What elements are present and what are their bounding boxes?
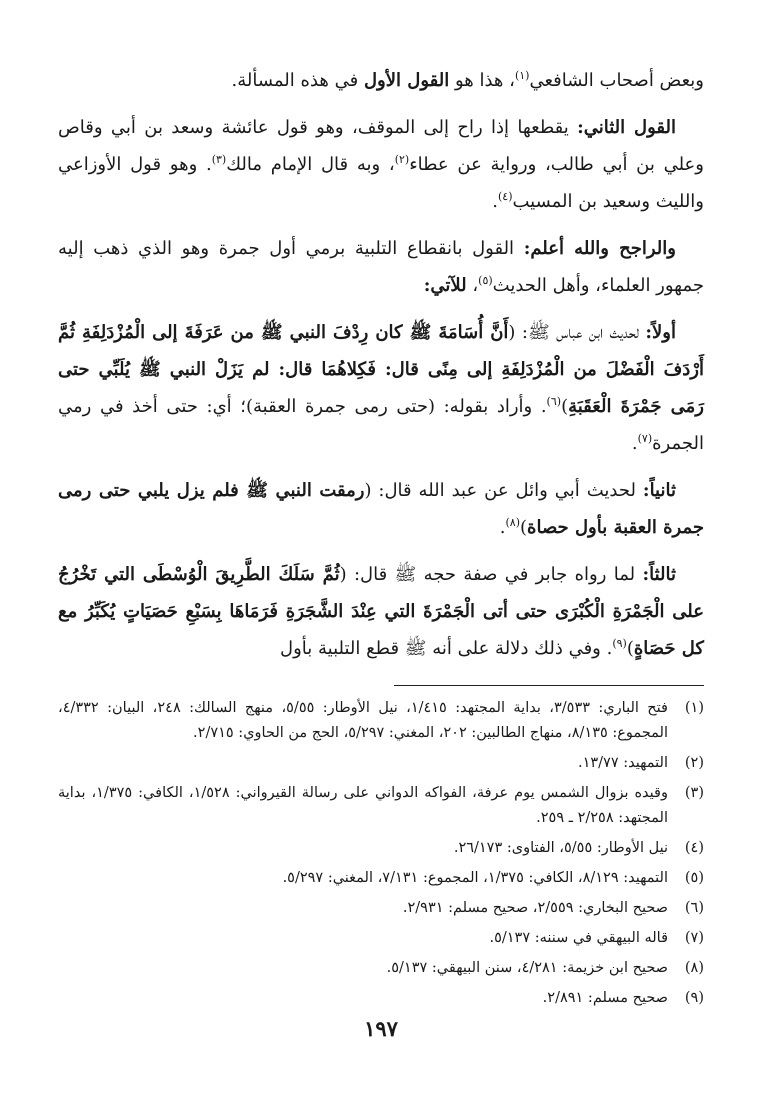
footnote-number: (٢): [684, 755, 704, 771]
footnote-text: نيل الأوطار: ٥/٥٥، الفتاوى: ٢٦/١٧٣.: [453, 840, 668, 856]
footnote-text: التمهيد: ٨/١٢٩، الكافي: ١/٣٧٥، المجموع: ٧/١٣١، المغني: ٥/٢٩٧.: [282, 870, 668, 886]
footnote-ref[interactable]: (٣): [211, 153, 227, 166]
footnote-text: وقيده بزوال الشمس يوم عرفة، الفواكه الدواني على رسالة القيرواني: ١/٥٢٨، الكافي: ١/٣٧٥، بداية المجتهد: ٢/٢٥٨ ـ ٢٥٩.: [58, 785, 668, 826]
hadith-quote: أَنَّ أُسَامَةَ ﷺ كان رِدْفَ النبي ﷺ من عَرَفَةَ إلى الْمُزْدَلِفَةِ ثُمَّ أَرْدَفَ الْفَضْلَ من الْمُزْدَلِفَةِ إلى مِنًى قال: فَكِلاهُمَا قال: لم يَزَلْ النبي ﷺ يُلَبِّي حتى رَمَى جَمْرَةَ الْعَقَبَةِ: [58, 322, 704, 417]
footnote-separator: [394, 685, 704, 686]
footnote-number: (٧): [684, 930, 704, 946]
footnote-number: (١): [684, 700, 704, 716]
footnote-item: [58, 696, 704, 746]
footnote-ref[interactable]: (٧): [637, 432, 653, 445]
footnote-number: (٦): [684, 900, 704, 916]
footnote-item: [58, 866, 704, 891]
section-label: ثانياً:: [642, 480, 676, 501]
paragraph-5: ثانياً: لحديث أبي وائل عن عبد الله قال: (رمقت النبي ﷺ فلم يزل يلبي حتى رمى جمرة العقبة بأول حصاة)$^{(٨)}$.: [58, 480, 704, 538]
footnote-separator-wrap: [58, 677, 704, 696]
page-number: ١٩٧: [364, 1016, 398, 1041]
footnote-number: (٤): [684, 840, 704, 856]
footnote-ref[interactable]: (٤): [497, 190, 513, 203]
footnote-ref[interactable]: (١): [514, 69, 530, 82]
footnotes: [58, 696, 704, 1011]
paragraph-4: أولاً: لحديث ابن عباس ﷺ: (أَنَّ أُسَامَةَ ﷺ كان رِدْفَ النبي ﷺ من عَرَفَةَ إلى الْمُزْدَلِفَةِ ثُمَّ أَرْدَفَ الْفَضْلَ من الْمُزْدَلِفَةِ إلى مِنًى قال: فَكِلاهُمَا قال: لم يَزَلْ النبي ﷺ يُلَبِّي حتى رَمَى جَمْرَةَ الْعَقَبَةِ)$^{(٦)}$. وأراد بقوله: (حتى رمى جمرة العقبة)؛ أي: حتى أخذ في رمي الجمرة$^{(٧)}$.: [58, 322, 704, 454]
footnote-ref[interactable]: (٦): [546, 395, 562, 408]
footnote-number: (٣): [684, 785, 704, 801]
footnote-item: [58, 896, 704, 921]
hadith-quote: رمقت النبي ﷺ فلم يزل يلبي حتى رمى جمرة العقبة بأول حصاة: [58, 480, 704, 538]
section-label: ثالثاً:: [642, 564, 676, 585]
hadith-quote: ثُمَّ سَلَكَ الطَّرِيقَ الْوُسْطَى التي تَخْرُجُ على الْجَمْرَةِ الْكُبْرَى حتى أتى الْجَمْرَةَ التي عِنْدَ الشَّجَرَةِ فَرَمَاهَا بِسَبْعِ حَصَيَاتٍ يُكَبِّرُ مع كل حَصَاةٍ: [58, 564, 704, 659]
footnote-text: صحيح ابن خزيمة: ٤/٢٨١، سنن البيهقي: ٥/١٣٧.: [386, 960, 668, 976]
footnote-number: (٨): [684, 960, 704, 976]
footnote-number: (٥): [684, 870, 704, 886]
footnote-item: [58, 956, 704, 981]
footnote-item: [58, 836, 704, 861]
footnote-item: [58, 751, 704, 776]
footnote-ref[interactable]: (٨): [505, 516, 520, 529]
footnote-item: [58, 781, 704, 831]
footnote-text: صحيح البخاري: ٢/٥٥٩، صحيح مسلم: ٢/٩٣١.: [402, 900, 668, 916]
paragraph-6: ثالثاً: لما رواه جابر في صفة حجه ﷺ قال: (ثُمَّ سَلَكَ الطَّرِيقَ الْوُسْطَى التي تَخْرُجُ على الْجَمْرَةِ الْكُبْرَى حتى أتى الْجَمْرَةَ التي عِنْدَ الشَّجَرَةِ فَرَمَاهَا بِسَبْعِ حَصَيَاتٍ يُكَبِّرُ مع كل حَصَاةٍ)$^{(٩)}$. وفي ذلك دلالة على أنه ﷺ قطع التلبية بأول: [58, 564, 704, 659]
footnote-item: [58, 986, 704, 1011]
footnote-number: (٩): [684, 990, 704, 1006]
footnote-text: فتح الباري: ٣/٥٣٣، بداية المجتهد: ١/٤١٥، نيل الأوطار: ٥/٥٥، منهج السالك: ٢٤٨، البيان: ٤/٣٣٢، المجموع: ٨/١٣٥، منهاج الطالبين: ٢٠٢، المغني: ٥/٢٩٧، الحج من الحاوي: ٢/٧١٥.: [58, 700, 668, 741]
footnote-ref[interactable]: (٥): [478, 274, 493, 287]
section-label: أولاً:: [645, 322, 676, 343]
footnote-item: [58, 926, 704, 951]
paragraph-3: والراجح والله أعلم: القول بانقطاع التلبية برمي أول جمرة وهو الذي ذهب إليه جمهور العلماء، وأهل الحديث$^{(٥)}$، للآتي:: [58, 238, 704, 296]
footnote-text: صحيح مسلم: ٢/٨٩١.: [542, 990, 668, 1006]
paragraph-1: وبعض أصحاب الشافعي$^{(١)}$، هذا هو القول الأول في هذه المسألة.: [231, 69, 704, 91]
footnote-text: التمهيد: ١٣/٧٧.: [577, 755, 668, 771]
footnote-ref[interactable]: (٩): [612, 637, 627, 650]
footnote-ref[interactable]: (٢): [394, 153, 410, 166]
paragraph-2: القول الثاني: يقطعها إذا راح إلى الموقف، وهو قول عائشة وسعد بن أبي وقاص وعلي بن أبي طالب، ورواية عن عطاء$^{(٢)}$، وبه قال الإمام مالك$^{(٣)}$. وهو قول الأوزاعي والليث وسعيد بن المسيب$^{(٤)}$.: [58, 117, 704, 212]
section-label: والراجح والله أعلم:: [523, 238, 676, 259]
section-label: القول الثاني:: [577, 117, 676, 138]
footnote-text: قاله البيهقي في سننه: ٥/١٣٧.: [489, 930, 668, 946]
